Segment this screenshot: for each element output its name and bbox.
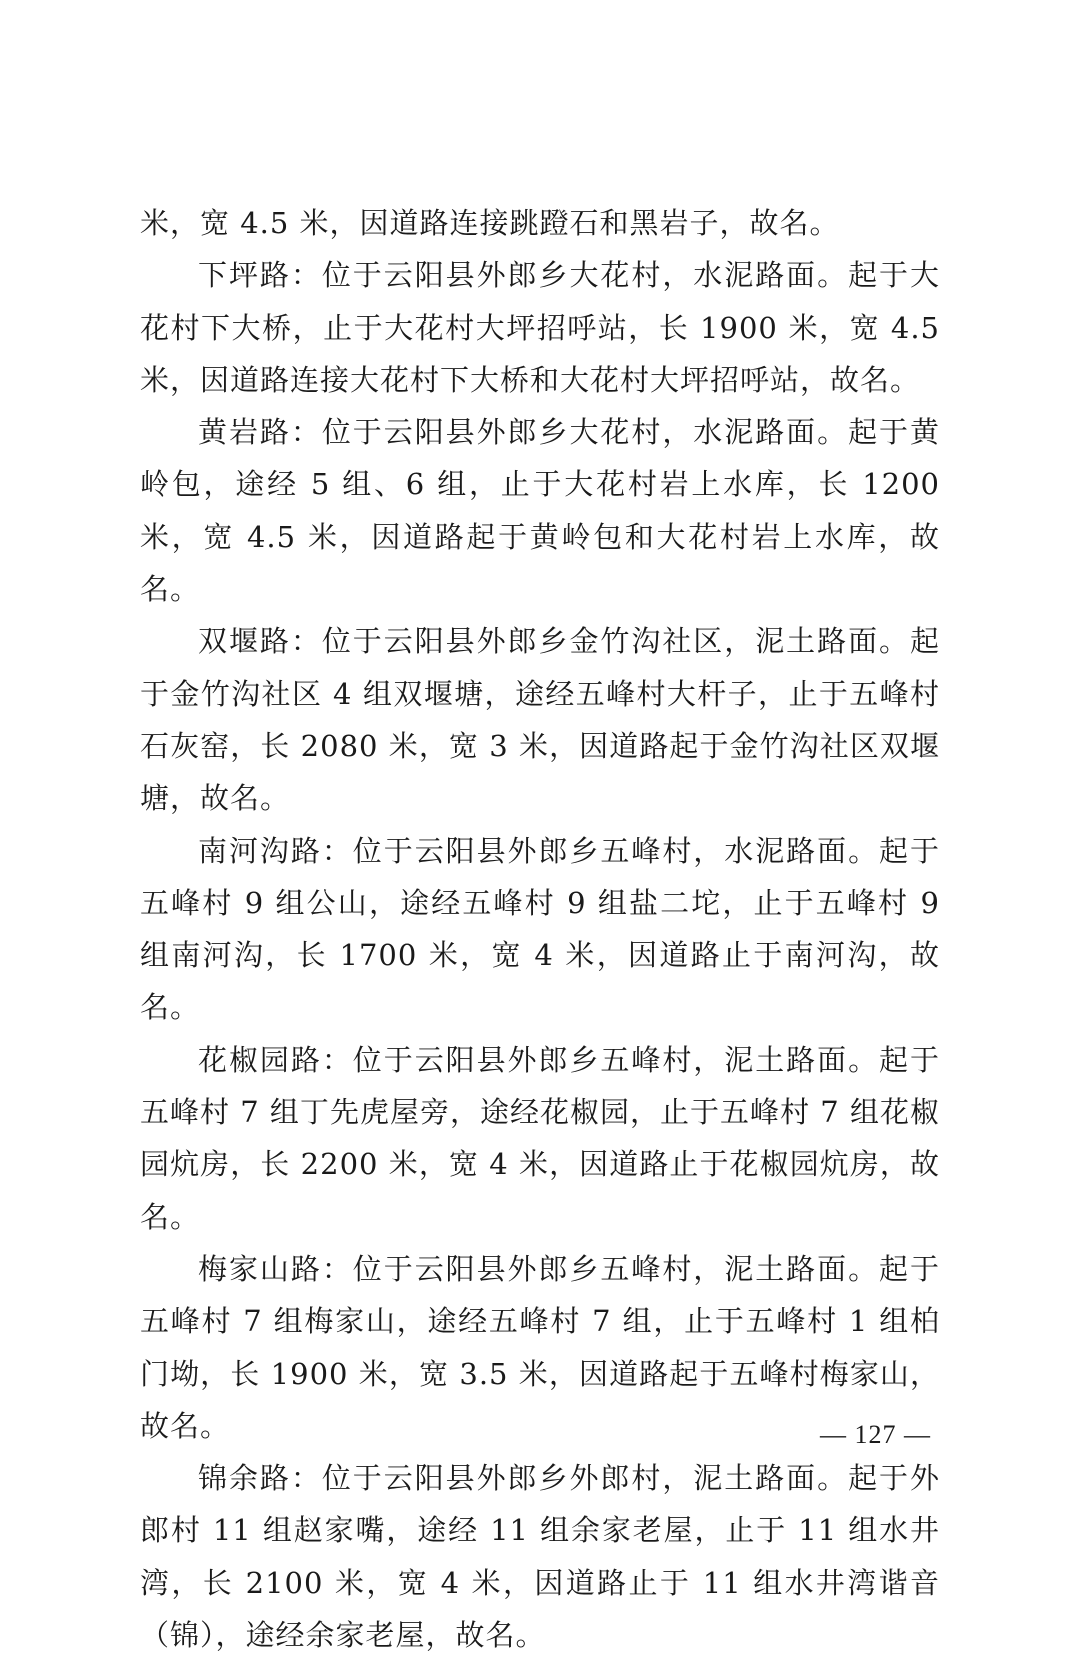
paragraph-huangyan-road: 黄岩路：位于云阳县外郎乡大花村，水泥路面。起于黄岭包，途经 5 组、6 组，止于大花村岩上水库，长 1200 米，宽 4.5 米，因道路起于黄岭包和大花村岩上水库，故名。 <box>140 415 940 607</box>
paragraph-xiaping-road: 下坪路：位于云阳县外郎乡大花村，水泥路面。起于大花村下大桥，止于大花村大坪招呼站，长 1900 米，宽 4.5 米，因道路连接大花村下大桥和大花村大坪招呼站，故名。 <box>140 258 940 397</box>
paragraph-shuangyan-road: 双堰路：位于云阳县外郎乡金竹沟社区，泥土路面。起于金竹沟社区 4 组双堰塘，途经五峰村大杆子，止于五峰村石灰窑，长 2080 米，宽 3 米，因道路起于金竹沟社区双堰塘，故名。 <box>140 624 940 816</box>
paragraph-nanhegou-road: 南河沟路：位于云阳县外郎乡五峰村，水泥路面。起于五峰村 9 组公山，途经五峰村 9 组盐二坨，止于五峰村 9 组南河沟，长 1700 米，宽 4 米，因道路止于南河沟，故名。 <box>140 833 940 1025</box>
page-number: — 127 — <box>820 1420 931 1449</box>
paragraph-huajiaoyuan-road: 花椒园路：位于云阳县外郎乡五峰村，泥土路面。起于五峰村 7 组丁先虎屋旁，途经花椒园，止于五峰村 7 组花椒园炕房，长 2200 米，宽 4 米，因道路止于花椒园炕房，故名。 <box>140 1042 940 1234</box>
paragraph-jinyu-road: 锦余路：位于云阳县外郎乡外郎村，泥土路面。起于外郎村 11 组赵家嘴，途经 11 组余家老屋，止于 11 组水井湾，长 2100 米，宽 4 米，因道路止于 11 组水井湾谐音（锦），途经余家老屋，故名。 <box>140 1461 940 1653</box>
paragraph-meijiashan-road: 梅家山路：位于云阳县外郎乡五峰村，泥土路面。起于五峰村 7 组梅家山，途经五峰村 7 组，止于五峰村 1 组柏门坳，长 1900 米，宽 3.5 米，因道路起于五峰村梅家山，故名。 <box>140 1251 940 1443</box>
paragraph-continuation: 米，宽 4.5 米，因道路连接跳蹬石和黑岩子，故名。 <box>140 206 840 240</box>
